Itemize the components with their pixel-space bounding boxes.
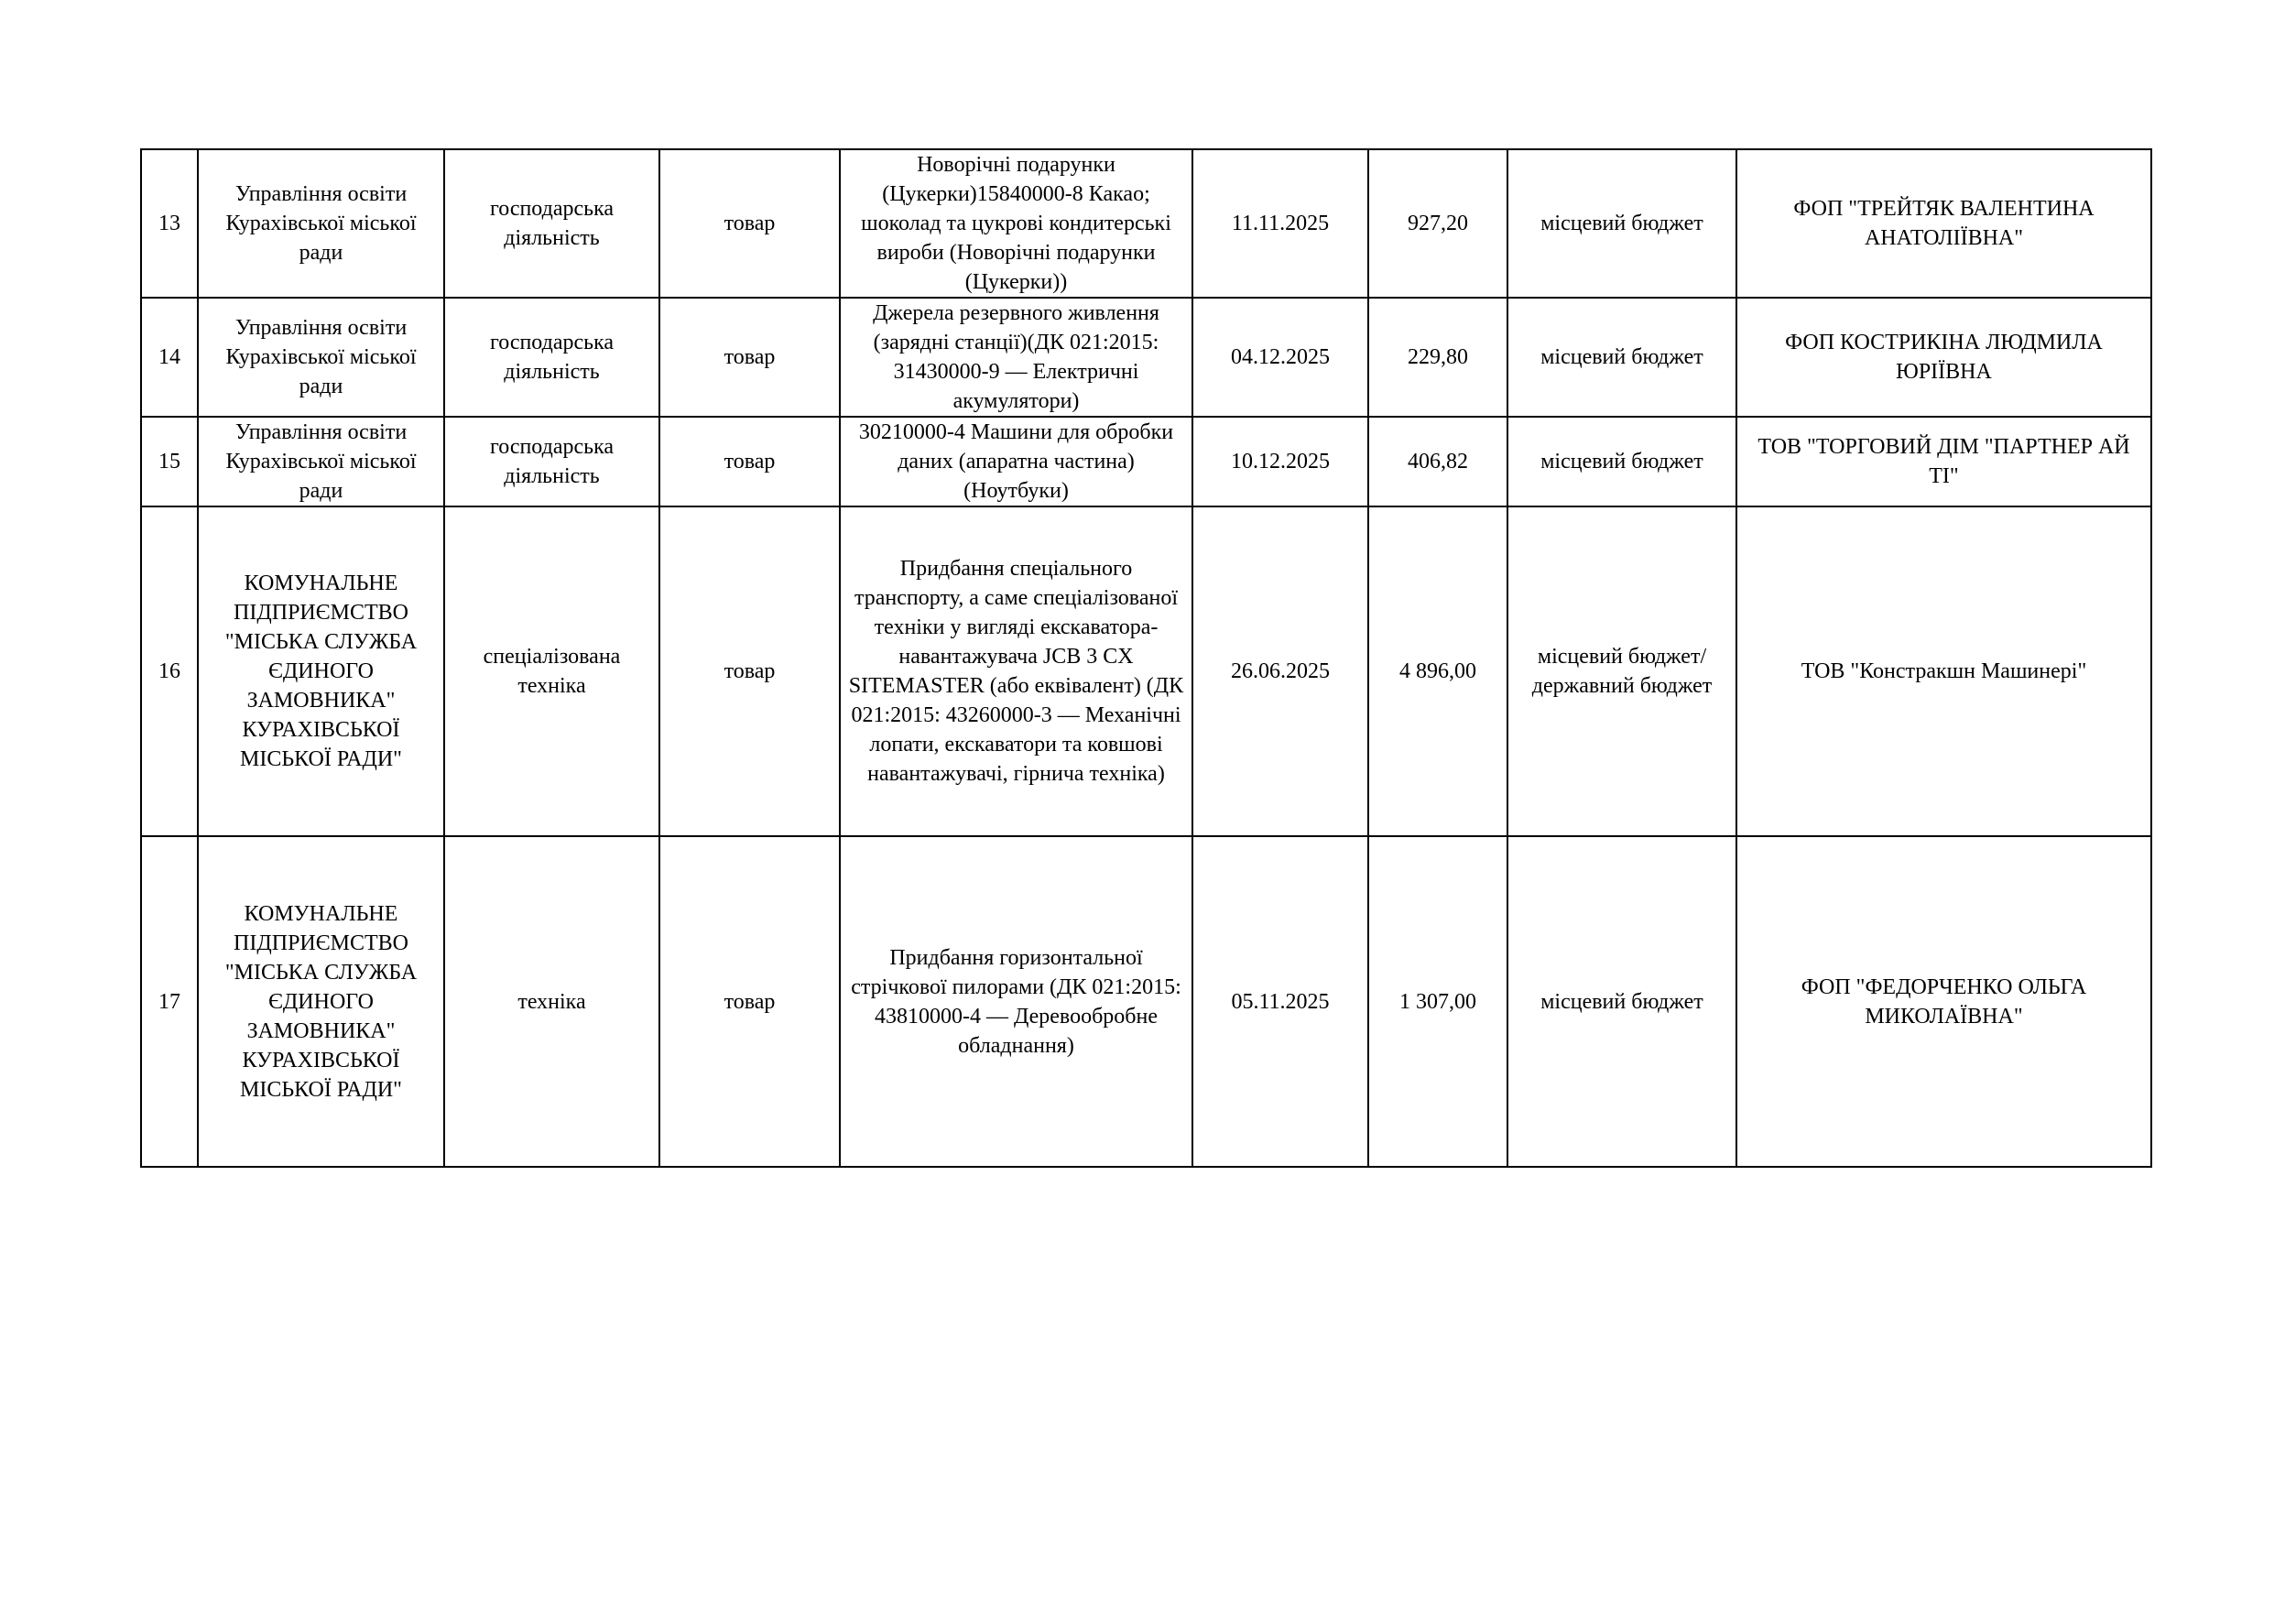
date-cell: 10.12.2025	[1192, 417, 1368, 506]
funding-source-cell: місцевий бюджет	[1507, 417, 1736, 506]
funding-source-cell: місцевий бюджет	[1507, 836, 1736, 1167]
amount-cell: 927,20	[1368, 149, 1507, 298]
subject-cell: Джерела резервного живлення (зарядні станції)(ДК 021:2015: 31430000-9 — Електричні акумулятори)	[840, 298, 1192, 417]
purpose-cell: господарська діяльність	[444, 417, 659, 506]
amount-cell: 1 307,00	[1368, 836, 1507, 1167]
row-number: 15	[141, 417, 198, 506]
funding-source-cell: місцевий бюджет	[1507, 149, 1736, 298]
supplier-cell: ФОП "ТРЕЙТЯК ВАЛЕНТИНА АНАТОЛІЇВНА"	[1736, 149, 2151, 298]
table-row	[141, 298, 2151, 417]
table-row	[141, 506, 2151, 836]
subject-cell: Придбання горизонтальної стрічкової пилорами (ДК 021:2015: 43810000-4 — Деревообробне обладнання)	[840, 836, 1192, 1167]
purpose-cell: техніка	[444, 836, 659, 1167]
date-cell: 11.11.2025	[1192, 149, 1368, 298]
table-row	[141, 836, 2151, 1167]
amount-cell: 229,80	[1368, 298, 1507, 417]
funding-source-cell: місцевий бюджет/державний бюджет	[1507, 506, 1736, 836]
row-number: 17	[141, 836, 198, 1167]
supplier-cell: ТОВ "ТОРГОВИЙ ДІМ "ПАРТНЕР АЙ ТІ"	[1736, 417, 2151, 506]
row-number: 16	[141, 506, 198, 836]
type-cell: товар	[659, 149, 840, 298]
row-number: 14	[141, 298, 198, 417]
date-cell: 05.11.2025	[1192, 836, 1368, 1167]
customer-cell: Управління освіти Курахівської міської ради	[198, 417, 444, 506]
table-row	[141, 417, 2151, 506]
supplier-cell: ФОП КОСТРИКІНА ЛЮДМИЛА ЮРІЇВНА	[1736, 298, 2151, 417]
type-cell: товар	[659, 836, 840, 1167]
funding-source-cell: місцевий бюджет	[1507, 298, 1736, 417]
subject-cell: Новорічні подарунки (Цукерки)15840000-8 Какао; шоколад та цукрові кондитерські вироби (Новорічні подарунки (Цукерки))	[840, 149, 1192, 298]
purpose-cell: господарська діяльність	[444, 149, 659, 298]
date-cell: 04.12.2025	[1192, 298, 1368, 417]
customer-cell: КОМУНАЛЬНЕ ПІДПРИЄМСТВО "МІСЬКА СЛУЖБА ЄДИНОГО ЗАМОВНИКА" КУРАХІВСЬКОЇ МІСЬКОЇ РАДИ"	[198, 836, 444, 1167]
customer-cell: КОМУНАЛЬНЕ ПІДПРИЄМСТВО "МІСЬКА СЛУЖБА ЄДИНОГО ЗАМОВНИКА" КУРАХІВСЬКОЇ МІСЬКОЇ РАДИ"	[198, 506, 444, 836]
row-number: 13	[141, 149, 198, 298]
amount-cell: 406,82	[1368, 417, 1507, 506]
purpose-cell: спеціалізована техніка	[444, 506, 659, 836]
supplier-cell: ТОВ "Констракшн Машинері"	[1736, 506, 2151, 836]
amount-cell: 4 896,00	[1368, 506, 1507, 836]
purpose-cell: господарська діяльність	[444, 298, 659, 417]
procurement-table	[140, 148, 2152, 1168]
type-cell: товар	[659, 506, 840, 836]
type-cell: товар	[659, 417, 840, 506]
type-cell: товар	[659, 298, 840, 417]
customer-cell: Управління освіти Курахівської міської ради	[198, 298, 444, 417]
supplier-cell: ФОП "ФЕДОРЧЕНКО ОЛЬГА МИКОЛАЇВНА"	[1736, 836, 2151, 1167]
customer-cell: Управління освіти Курахівської міської ради	[198, 149, 444, 298]
subject-cell: Придбання спеціального транспорту, а саме спеціалізованої техніки у вигляді екскаватора-навантажувача JCB 3 CX SITEMASTER (або еквівалент) (ДК 021:2015: 43260000-3 — Механічні лопати, екскаватори та ковшові навантажувачі, гірнича техніка)	[840, 506, 1192, 836]
date-cell: 26.06.2025	[1192, 506, 1368, 836]
table-row	[141, 149, 2151, 298]
subject-cell: 30210000-4 Машини для обробки даних (апаратна частина) (Ноутбуки)	[840, 417, 1192, 506]
